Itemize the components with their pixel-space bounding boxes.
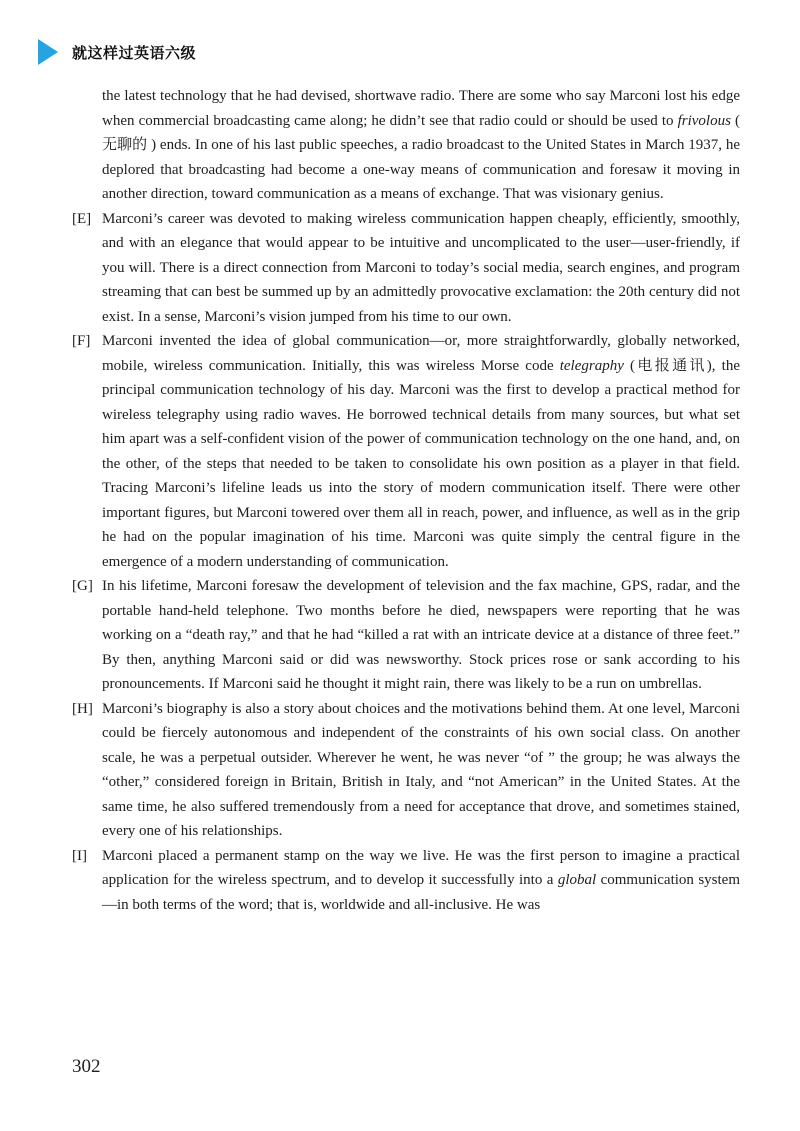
article-body xyxy=(72,84,740,917)
paragraph-text xyxy=(72,574,740,697)
text-run: (电报通讯), the principal communication technology of his day. Marconi was the first to develop a practical method for wireless telegraphy using radio waves. He borrowed technical details from many sources, but what set him apart was a self-confident vision of the power of communication technology on the one hand, and, on the other, of the steps that needed to be taken to consolidate his own position as a player in that field. Tracing Marconi’s lifeline leads us into the story of modern communication itself. There were other important figures, but Marconi towered over them all in reach, power, and influence, as well as in the grip he had on the popular imagination of his time. Marconi was quite simply the central figure in the emergence of a modern understanding of communication. xyxy=(102,357,740,570)
text-run: the latest technology that he had devised, shortwave radio. There are some who say Marconi lost his edge when commercial broadcasting came along; he didn’t see that radio could or should be used to xyxy=(102,88,740,129)
paragraph-i xyxy=(72,844,740,918)
text-run: ( 无聊的 ) ends. In one of his last public speeches, a radio broadcast to the United States in March 1937, he deplored that broadcasting had become a one-way means of communication and foresaw it moving in another direction, toward communication as a means of exchange. That was visionary genius. xyxy=(102,112,741,202)
paragraph-h xyxy=(72,697,740,844)
paragraph-f xyxy=(72,329,740,574)
book-title: 就这样过英语六级 xyxy=(72,43,197,62)
paragraph-e xyxy=(72,207,740,330)
paragraph-text xyxy=(72,844,740,918)
paragraph-text xyxy=(72,207,740,330)
text-run: Marconi’s career was devoted to making wireless communication happen cheaply, efficiently, smoothly, and with an elegance that would appear to be intuitive and uncomplicated to the user—user-friendly, if you will. There is a direct connection from Marconi to today’s social media, search engines, and program streaming that can best be summed up by an admittedly provocative exclamation: the 20th century did not exist. In a sense, Marconi’s vision jumped from his time to our own. xyxy=(102,210,740,325)
text-run: Marconi invented the idea of global communication—or, more straightforwardly, globally networked, mobile, wireless communication. Initially, this was wireless Morse code xyxy=(102,333,740,374)
paragraph-continued xyxy=(72,84,740,207)
paragraph-label: [G] xyxy=(72,578,93,594)
triangle-play-icon xyxy=(38,39,58,65)
italic-term: frivolous xyxy=(677,112,731,129)
text-run: Marconi’s biography is also a story about choices and the motivations behind them. At one level, Marconi could be fiercely autonomous and independent of the constraints of his own social class. On another scale, he was a perpetual outsider. Wherever he went, he was never “of ” the group; he was always the “other,” considered foreign in Britain, British in Italy, and “not American” in the United States. At the same time, he also suffered tremendously from a need for acceptance that drove, and sometimes stained, every one of his relationships. xyxy=(102,700,740,839)
page-header xyxy=(38,38,196,66)
paragraph-label: [I] xyxy=(72,847,87,864)
paragraph-label: [F] xyxy=(72,333,91,349)
paragraph-text xyxy=(72,84,740,207)
paragraph-label: [H] xyxy=(72,700,93,717)
italic-term: global xyxy=(557,872,597,888)
paragraph-text xyxy=(72,329,740,574)
text-run: In his lifetime, Marconi foresaw the development of television and the fax machine, GPS, radar, and the portable hand-held telephone. Two months before he died, newspapers were reporting that he was working on a “death ray,” and that he had “killed a rat with an intricate device at a distance of three feet.” By then, anything Marconi said or did was newsworthy. Stock prices rose or sank according to his pronouncements. If Marconi said he thought it might rain, there was likely to be a run on umbrellas. xyxy=(102,578,740,692)
text-run: Marconi placed a permanent stamp on the way we live. He was the first person to imagine a practical application for the wireless spectrum, and to develop it successfully into a xyxy=(102,847,740,888)
text-run: communication system—in both terms of the word; that is, worldwide and all-inclusive. He was xyxy=(102,872,741,913)
paragraph-label: [E] xyxy=(72,210,92,227)
paragraph-g xyxy=(72,574,740,697)
paragraph-text xyxy=(72,697,740,844)
italic-term: telegraphy xyxy=(559,357,624,374)
page-number: 302 xyxy=(72,1056,101,1077)
